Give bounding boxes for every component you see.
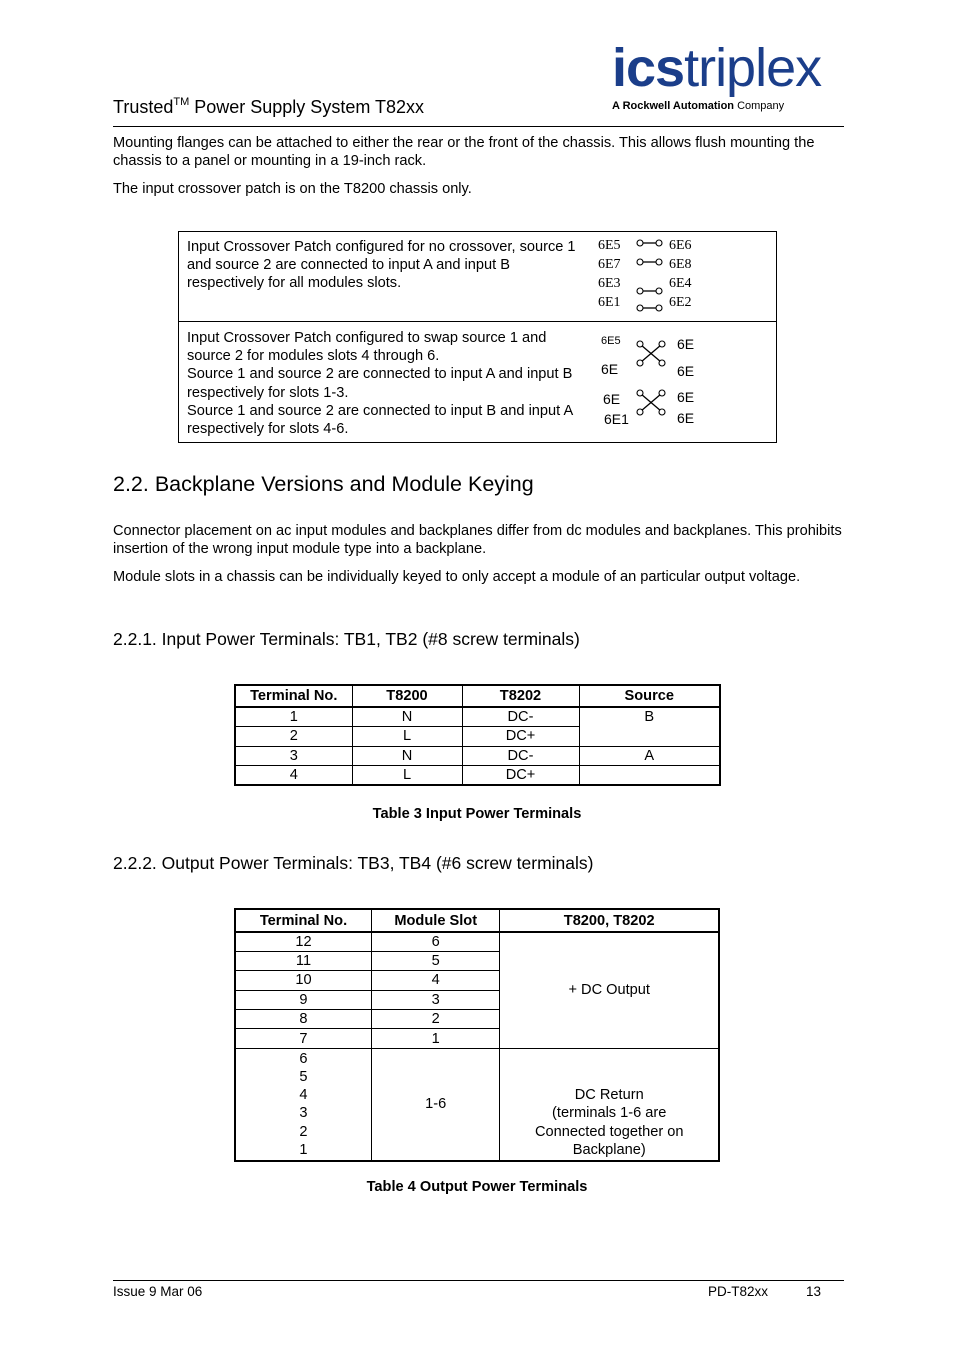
table-cell: 5 — [371, 951, 499, 970]
section-heading-2-2-2: 2.2.2. Output Power Terminals: TB3, TB4 (#6 screw terminals) — [113, 853, 594, 873]
table-cell: 11 — [235, 951, 371, 970]
table-cell: 7 — [235, 1029, 371, 1048]
table-row — [235, 707, 720, 727]
pin-label: 6E2 — [669, 295, 692, 310]
pin-label: 6E — [677, 410, 695, 426]
logo-company: A Rockwell Automation Company — [612, 100, 785, 112]
patch-row2-text: Input Crossover Patch configured to swap source 1 and source 2 for modules slots 4 through 6. Source 1 and source 2 are connected to input A and input B respectively for slots 1-3. Source 1 and source 2 are connected to input B and input A respectively for slots 4-6. — [187, 330, 573, 438]
document-title: Trusted™ Power Supply System T82xx — [113, 96, 425, 117]
column-header: T8200, T8202 — [500, 909, 719, 932]
column-header: T8200 — [352, 685, 462, 707]
table-4-caption: Table 4 Output Power Terminals — [366, 1179, 588, 1195]
table-cell: 3 — [235, 746, 352, 766]
footer-issue: Issue 9 Mar 06 — [113, 1284, 203, 1299]
patch-row-swap — [179, 322, 776, 442]
table-header-row — [235, 909, 719, 932]
table-cell: DC+ — [462, 727, 579, 747]
pin-label: 6E8 — [669, 257, 692, 272]
logo-triplex: triplex — [684, 38, 822, 98]
footer-rule — [113, 1280, 844, 1281]
table-cell: 2 — [235, 727, 352, 747]
section-heading-2-2: 2.2. Backplane Versions and Module Keying — [113, 472, 534, 496]
patch-row1-text: Input Crossover Patch configured for no crossover, source 1 and source 2 are connected to input A and input B respectively for all modules slots. — [187, 239, 576, 292]
pin-label: 6E1 — [598, 295, 621, 310]
pin-label: 6E1 — [604, 411, 629, 427]
column-header: T8202 — [462, 685, 579, 707]
table-cell: 4 — [235, 766, 352, 786]
pin-label: 6E — [677, 363, 695, 379]
column-header: Source — [579, 685, 720, 707]
table-header-row — [235, 685, 720, 707]
footer-doc-id: PD-T82xx — [708, 1284, 769, 1299]
pin-label: 6E5 — [601, 335, 621, 347]
table-cell: 1 — [371, 1029, 499, 1048]
source-a-cell: A — [579, 746, 720, 766]
pin-label: 6E — [603, 391, 621, 407]
pin-label: 6E3 — [598, 276, 621, 291]
pin-label: 6E — [601, 361, 619, 377]
input-power-terminals-table — [234, 684, 721, 786]
logo-ics: ics — [612, 38, 685, 98]
table-cell: 12 — [235, 932, 371, 951]
patch-row-no-crossover — [179, 232, 776, 322]
column-header: Terminal No. — [235, 909, 371, 932]
table-cell: L — [352, 766, 462, 786]
table-cell: 8 — [235, 1010, 371, 1029]
pin-label: 6E4 — [669, 276, 692, 291]
table-cell: DC- — [462, 746, 579, 766]
table-cell: 6 — [371, 932, 499, 951]
table-cell: 9 — [235, 990, 371, 1009]
ics-triplex-logo — [612, 40, 844, 112]
table-row — [235, 766, 720, 786]
table-cell: 4 — [371, 971, 499, 990]
return-slot-cell: 1-6 — [371, 1048, 499, 1161]
straight-jumper-icon — [634, 232, 666, 322]
column-header: Module Slot — [371, 909, 499, 932]
table-cell: N — [352, 746, 462, 766]
section-heading-2-2-1: 2.2.1. Input Power Terminals: TB1, TB2 (#8 screw terminals) — [113, 629, 580, 649]
table-3-caption: Table 3 Input Power Terminals — [372, 806, 582, 822]
table-cell: 2 — [371, 1010, 499, 1029]
pin-label: 6E — [677, 389, 695, 405]
section-2-2-paragraph-1: Connector placement on ac input modules and backplanes differ from dc modules and backplanes. This prohibits insertion of the wrong input module type into a backplane. — [113, 523, 842, 557]
table-cell: N — [352, 707, 462, 727]
pin-label: 6E7 — [598, 257, 621, 272]
table-row-dc-return — [235, 1048, 719, 1161]
footer-page-number: 13 — [806, 1284, 822, 1299]
pin-label: 6E5 — [598, 238, 621, 253]
table-row — [235, 746, 720, 766]
header-rule — [113, 126, 844, 127]
table-cell: 1 — [235, 707, 352, 727]
output-power-terminals-table — [234, 908, 720, 1162]
table-cell: DC- — [462, 707, 579, 727]
table-cell: 10 — [235, 971, 371, 990]
intro-paragraph-1: Mounting flanges can be attached to either the rear or the front of the chassis. This allows flush mounting the chassis to a panel or mounting in a 19-inch rack. — [113, 135, 815, 169]
table-cell: L — [352, 727, 462, 747]
dc-return-cell: DC Return (terminals 1-6 are Connected together on Backplane) — [500, 1048, 719, 1161]
pin-label: 6E — [677, 336, 695, 352]
table-cell: 3 — [371, 990, 499, 1009]
dc-output-cell: + DC Output — [500, 932, 719, 1048]
crossover-patch-box — [178, 231, 777, 443]
table-cell: DC+ — [462, 766, 579, 786]
pin-label: 6E6 — [669, 238, 692, 253]
intro-paragraph-2: The input crossover patch is on the T8200 chassis only. — [113, 181, 472, 197]
return-terminals-cell: 6 5 4 3 2 1 — [235, 1048, 371, 1161]
table-row — [235, 932, 719, 951]
source-b-cell: B — [579, 707, 720, 746]
section-2-2-paragraph-2: Module slots in a chassis can be individually keyed to only accept a module of an particular output voltage. — [113, 569, 801, 585]
table-cell-empty — [579, 766, 720, 786]
column-header: Terminal No. — [235, 685, 352, 707]
crossover-jumper-icon — [634, 322, 670, 442]
